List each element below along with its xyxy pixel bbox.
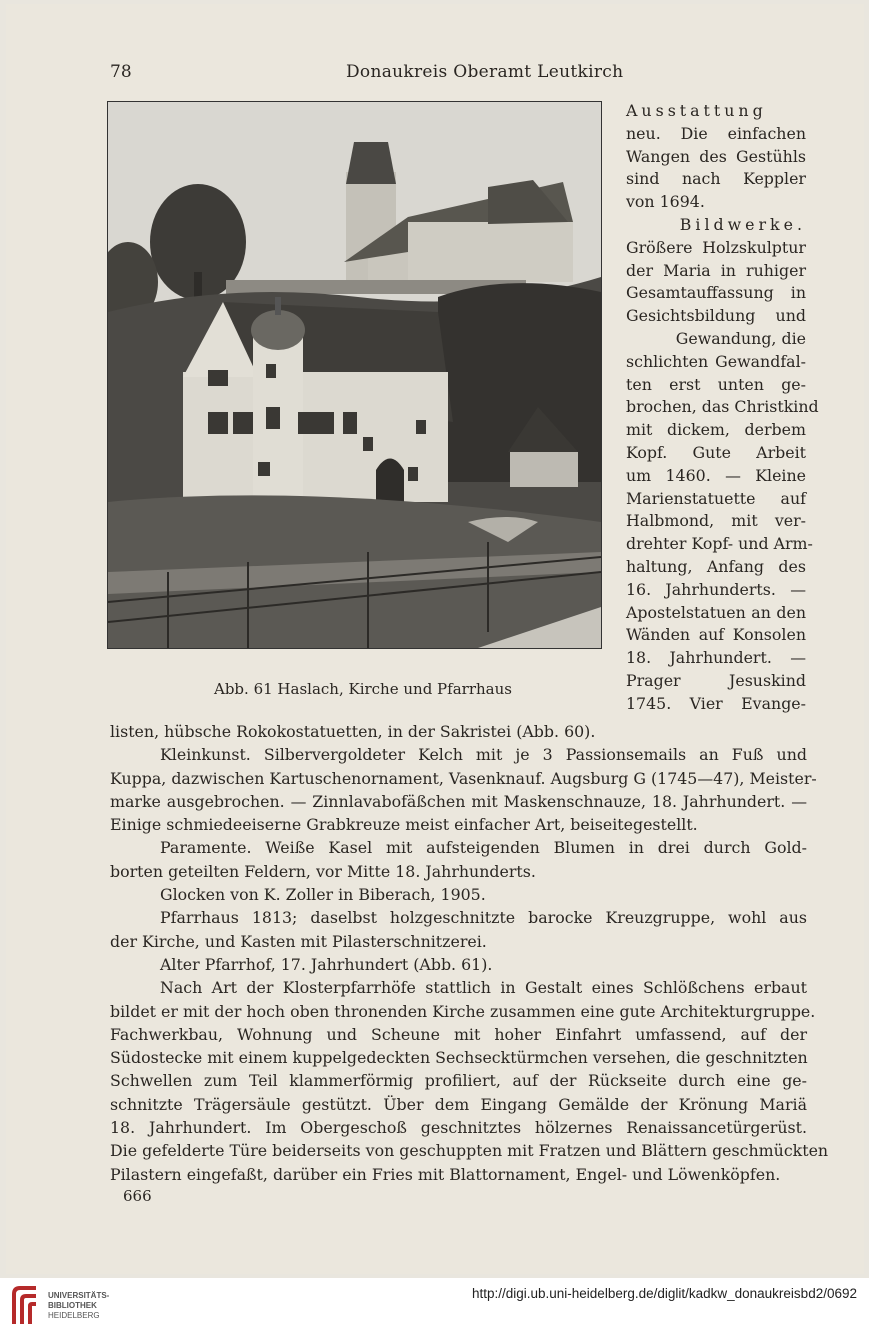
sidebar-line: von 1694. [626, 192, 705, 212]
body-line: schnitzte Trägersäule gestützt. Über dem Eingang Gemälde der Krönung Mariä [110, 1094, 807, 1114]
body-line: borten geteilten Feldern, vor Mitte 18. Jahrhunderts. [110, 861, 536, 881]
body-line: Pilastern eingefaßt, darüber ein Fries mit Blattornament, Engel- und Löwenköpfen. [110, 1164, 781, 1184]
sidebar-line: sind nach Keppler [626, 169, 806, 189]
sidebar-line: der Maria in ruhiger [626, 260, 806, 280]
sidebar-line: mit dickem, derbem [626, 420, 806, 440]
sidebar-line: Wangen des Gestühls [626, 146, 806, 166]
body-line: Schwellen zum Teil klammerförmig profiliert, auf der Rückseite durch eine ge- [110, 1071, 807, 1091]
body-text [110, 720, 829, 1186]
body-line: Nach Art der Klosterpfarrhöfe stattlich in Gestalt eines Schlößchens erbaut [160, 978, 807, 998]
sidebar-line: Apostelstatuen an den [626, 602, 806, 622]
body-line: Glocken von K. Zoller in Biberach, 1905. [160, 885, 486, 905]
sidebar-line: 1745. Vier Evange- [626, 693, 806, 713]
running-title: Donaukreis Oberamt Leutkirch [346, 62, 624, 82]
scanned-page [6, 4, 864, 1274]
sidebar-line: Prager Jesuskind [626, 670, 806, 690]
sidebar-line: Kopf. Gute Arbeit [626, 442, 806, 462]
body-line: Fachwerkbau, Wohnung und Scheune mit hoher Einfahrt umfassend, auf der [110, 1024, 807, 1044]
body-line: Die gefelderte Türe beiderseits von geschuppten mit Fratzen und Blättern geschmückten [110, 1141, 829, 1161]
sidebar-line: drehter Kopf- und Arm- [626, 534, 813, 554]
university-library-logo-icon [10, 1284, 40, 1328]
body-line: Pfarrhaus 1813; daselbst holzgeschnitzte barocke Kreuzgruppe, wohl aus [160, 908, 807, 928]
body-line: Kuppa, dazwischen Kartuschenornament, Vasenknauf. Augsburg G (1745—47), Meister- [110, 768, 817, 788]
footer-bar [0, 1278, 869, 1340]
page-url-link[interactable]: http://digi.ub.uni-heidelberg.de/diglit/kadkw_donaukreisbd2/0692 [471, 1286, 857, 1301]
sidebar-line: Wänden auf Konsolen [626, 625, 806, 645]
sidebar-line: Halbmond, mit ver- [626, 511, 806, 531]
page-number: 78 [110, 62, 132, 82]
sidebar-line: haltung, Anfang des [626, 556, 806, 576]
photo-illustration [108, 102, 601, 648]
sidebar-line: Größere Holzskulptur [626, 237, 806, 257]
library-name: UNIVERSITÄTS- BIBLIOTHEK HEIDELBERG [48, 1291, 110, 1320]
sidebar-line: Marienstatuette auf [626, 488, 806, 508]
sidebar-line: 16. Jahrhunderts. — [626, 579, 806, 599]
sidebar-line: 18. Jahrhundert. — [626, 648, 806, 668]
body-line: Südostecke mit einem kuppelgedeckten Sechsecktürmchen versehen, die geschnitzten [110, 1048, 808, 1068]
body-line: 18. Jahrhundert. Im Obergeschoß geschnitztes hölzernes Renaissancetürgerüst. [110, 1118, 807, 1138]
sidebar-line: neu. Die einfachen [626, 123, 806, 143]
sidebar-line: ten erst unten ge- [626, 374, 806, 394]
body-line: der Kirche, und Kasten mit Pilasterschnitzerei. [110, 931, 487, 951]
sidebar-line: Gesamtauffassung in [626, 283, 806, 303]
body-line: Paramente. Weiße Kasel mit aufsteigenden Blumen in drei durch Gold- [160, 838, 807, 858]
body-line: Alter Pfarrhof, 17. Jahrhundert (Abb. 61). [160, 954, 493, 974]
body-line: Kleinkunst. Silbervergoldeter Kelch mit je 3 Passionsemails an Fuß und [160, 745, 807, 765]
sidebar-line: Gewandung, die [675, 328, 806, 348]
body-line: bildet er mit der hoch oben thronenden Kirche zusammen eine gute Architekturgruppe. [110, 1001, 816, 1021]
sidebar-text-column [626, 100, 819, 716]
sidebar-line: brochen, das Christkind [626, 397, 819, 417]
sidebar-line: Ausstattung [626, 101, 767, 120]
sidebar-line: um 1460. — Kleine [626, 465, 806, 485]
figure-caption: Abb. 61 Haslach, Kirche und Pfarrhaus [214, 680, 512, 698]
sidebar-line: schlichten Gewandfal- [626, 351, 806, 371]
photo-haslach-church [107, 101, 602, 649]
body-line: Einige schmiedeeiserne Grabkreuze meist einfacher Art, beiseitegestellt. [110, 815, 698, 835]
signature-mark: 666 [123, 1187, 152, 1205]
sidebar-line: Bildwerke. [679, 214, 806, 234]
body-line: listen, hübsche Rokokostatuetten, in der Sakristei (Abb. 60). [110, 722, 596, 741]
sidebar-line: Gesichtsbildung und [626, 306, 806, 326]
body-line: marke ausgebrochen. — Zinnlavabofäßchen mit Maskenschnauze, 18. Jahrhundert. — [110, 791, 807, 811]
